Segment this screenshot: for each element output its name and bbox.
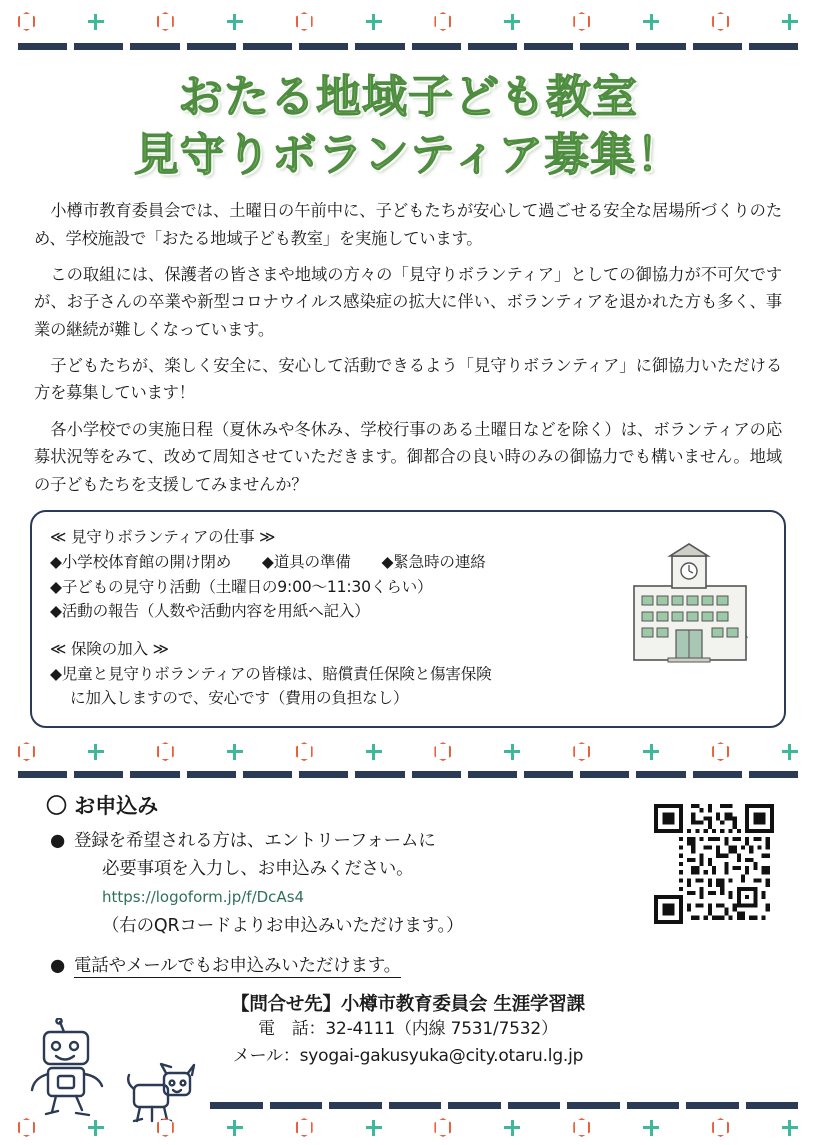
dash <box>130 43 179 50</box>
plus-icon <box>504 14 520 30</box>
application-step-2-text: 電話やメールでもお申込みいただけます。 <box>74 955 401 976</box>
info-line: ◆活動の報告（人数や活動内容を用紙へ記入） <box>50 602 370 621</box>
dash <box>468 43 517 50</box>
hexagon-icon <box>434 1118 451 1137</box>
hexagon-icon <box>18 742 35 761</box>
dash <box>389 1102 442 1109</box>
plus-icon <box>782 1120 798 1136</box>
dash <box>210 1102 263 1109</box>
volunteer-info-box <box>30 510 786 728</box>
hexagon-icon <box>434 742 451 761</box>
hexagon-icon <box>712 12 729 31</box>
dash <box>187 771 236 778</box>
info-line: に加入しますので、安心です（費用の負担なし） <box>70 689 409 708</box>
hexagon-icon <box>573 1118 590 1137</box>
dash <box>693 771 742 778</box>
plus-icon <box>782 744 798 760</box>
dash <box>412 771 461 778</box>
contact-tel: 電 話：32-4111（内線 7531/7532） <box>258 1018 558 1039</box>
bullet-icon: ● <box>50 955 66 976</box>
dash <box>187 43 236 50</box>
plus-icon <box>227 1120 243 1136</box>
info-line: ◆児童と見守りボランティアの皆様は、賠償責任保険と傷害保険 <box>50 664 492 683</box>
dash <box>686 1102 739 1109</box>
dash <box>243 771 292 778</box>
hexagon-icon <box>296 742 313 761</box>
plus-icon <box>366 744 382 760</box>
dash <box>355 43 404 50</box>
application-step-1-cont: 必要事項を入力し、お申込みください。 <box>102 859 414 880</box>
dash <box>567 1102 620 1109</box>
hexagon-icon <box>296 1118 313 1137</box>
plus-icon <box>504 744 520 760</box>
hexagon-icon <box>573 12 590 31</box>
dash <box>524 771 573 778</box>
plus-icon <box>643 1120 659 1136</box>
dash <box>299 771 348 778</box>
dash <box>468 771 517 778</box>
plus-icon <box>366 14 382 30</box>
dash <box>693 43 742 50</box>
deco-shape-row <box>0 742 816 761</box>
school-building-icon <box>612 538 762 688</box>
title-line-2: 見守りボランティア募集！ <box>133 127 683 181</box>
hexagon-icon <box>18 12 35 31</box>
hexagon-icon <box>157 12 174 31</box>
dash <box>130 771 179 778</box>
dash <box>746 1102 799 1109</box>
middle-decoration <box>0 742 816 778</box>
deco-shape-row <box>0 12 816 31</box>
deco-shape-row <box>0 1118 816 1137</box>
dash <box>299 43 348 50</box>
dash <box>448 1102 501 1109</box>
dash <box>355 771 404 778</box>
contact-mail: メール：syogai-gakusyuka@city.otaru.lg.jp <box>232 1046 584 1067</box>
hexagon-icon <box>712 1118 729 1137</box>
dash <box>18 43 67 50</box>
dash <box>524 43 573 50</box>
bottom-decoration <box>0 1102 816 1137</box>
dash <box>636 43 685 50</box>
bullet-icon: ● <box>50 831 66 852</box>
paragraph: 子どもたちが、楽しく安全に、安心して活動できるよう「見守りボランティア」に御協力いただける方を募集しています！ <box>34 356 782 403</box>
dash <box>18 771 67 778</box>
info-line: ◆小学校体育館の開け閉め ◆道具の準備 ◆緊急時の連絡 <box>50 552 486 571</box>
info-section-2-heading: ≪ 保険の加入 ≫ <box>50 639 169 658</box>
entry-form-url[interactable]: https://logoform.jp/f/DcAs4 <box>102 888 305 907</box>
plus-icon <box>88 744 104 760</box>
plus-icon <box>227 744 243 760</box>
application-section <box>0 778 816 980</box>
contact-title: 【問合せ先】小樽市教育委員会 生涯学習課 <box>231 993 585 1015</box>
page-title <box>0 68 816 183</box>
dash <box>243 43 292 50</box>
dash <box>627 1102 680 1109</box>
dash <box>270 1102 323 1109</box>
info-section-1-heading: ≪ 見守りボランティアの仕事 ≫ <box>50 527 276 546</box>
plus-icon <box>366 1120 382 1136</box>
hexagon-icon <box>157 742 174 761</box>
hexagon-icon <box>157 1118 174 1137</box>
hexagon-icon <box>573 742 590 761</box>
paragraph: 小樽市教育委員会では、土曜日の午前中に、子どもたちが安心して過ごせる安全な居場所づくりのため、学校施設で「おたる地域子ども教室」を実施しています。 <box>34 201 782 248</box>
application-heading: 〇 お申込み <box>46 794 159 819</box>
dash <box>74 771 123 778</box>
body-text <box>0 183 816 498</box>
plus-icon <box>782 14 798 30</box>
dash <box>580 43 629 50</box>
hexagon-icon <box>712 742 729 761</box>
info-line: ◆子どもの見守り活動（土曜日の9:00〜11:30くらい） <box>50 577 433 596</box>
dash <box>508 1102 561 1109</box>
dash <box>749 43 798 50</box>
plus-icon <box>643 744 659 760</box>
paragraph: この取組には、保護者の皆さまや地域の方々の「見守りボランティア」としての御協力が不可欠ですが、お子さんの卒業や新型コロナウイルス感染症の拡大に伴い、ボランティアを退かれた方も多く、事業の継続が難しくなっています。 <box>34 264 782 339</box>
hexagon-icon <box>434 12 451 31</box>
plus-icon <box>643 14 659 30</box>
title-line-1: おたる地域子ども教室 <box>177 70 638 123</box>
dash <box>329 1102 382 1109</box>
plus-icon <box>227 14 243 30</box>
plus-icon <box>504 1120 520 1136</box>
qr-code-icon[interactable] <box>654 804 774 924</box>
dash <box>580 771 629 778</box>
application-step-2 <box>46 952 786 980</box>
qr-note: （右のQRコードよりお申込みいただけます。） <box>102 915 464 936</box>
deco-dash-row <box>0 1102 816 1109</box>
paragraph: 各小学校での実施日程（夏休みや冬休み、学校行事のある土曜日などを除く）は、ボランティアの応募状況等をみて、改めて周知させていただきます。御都合の良い時のみの御協力でも構いません。地域の子どもたちを支援してみませんか？ <box>34 419 782 494</box>
plus-icon <box>88 14 104 30</box>
application-step-1-text: 登録を希望される方は、エントリーフォームに <box>74 831 436 852</box>
hexagon-icon <box>296 12 313 31</box>
deco-dash-row <box>0 771 816 778</box>
dash <box>74 43 123 50</box>
top-decoration <box>0 0 816 50</box>
hexagon-icon <box>18 1118 35 1137</box>
dash <box>636 771 685 778</box>
dash <box>749 771 798 778</box>
dash <box>412 43 461 50</box>
deco-dash-row <box>0 43 816 50</box>
plus-icon <box>88 1120 104 1136</box>
